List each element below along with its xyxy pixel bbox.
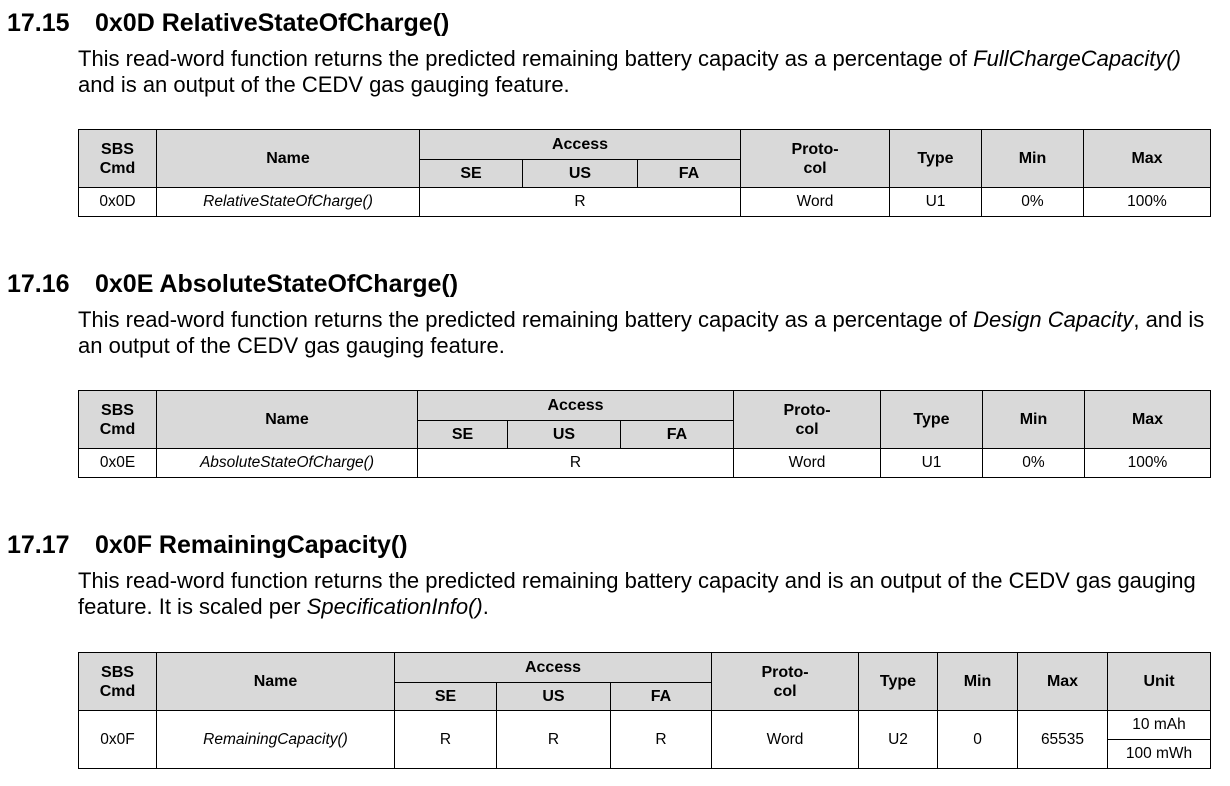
cell-access-se: R xyxy=(395,711,497,769)
cell-max: 65535 xyxy=(1018,711,1108,769)
header-protocol: Proto- col xyxy=(712,653,859,711)
cell-type: U1 xyxy=(890,188,982,217)
section-title: 0x0D RelativeStateOfCharge() xyxy=(95,9,450,37)
cell-protocol: Word xyxy=(734,449,881,478)
header-access-us: US xyxy=(508,421,621,449)
section-description: This read-word function returns the predicted remaining battery capacity as a percentage of FullChargeCapacity() and is an output of the CEDV gas gauging feature. xyxy=(78,46,1182,97)
header-min: Min xyxy=(983,391,1085,449)
function-reference: FullChargeCapacity() xyxy=(973,46,1182,71)
cell-min: 0% xyxy=(982,188,1084,217)
header-min: Min xyxy=(938,653,1018,711)
header-max: Max xyxy=(1018,653,1108,711)
header-name: Name xyxy=(157,653,395,711)
cell-protocol: Word xyxy=(741,188,890,217)
section-number: 17.17 xyxy=(7,531,70,559)
cell-name: RemainingCapacity() xyxy=(157,711,395,769)
cell-cmd: 0x0E xyxy=(79,449,157,478)
header-access: Access xyxy=(418,391,734,421)
header-type: Type xyxy=(881,391,983,449)
header-unit: Unit xyxy=(1108,653,1211,711)
register-table xyxy=(78,129,1211,217)
header-access-fa: FA xyxy=(611,683,712,711)
section-heading xyxy=(7,269,458,299)
header-sbs-cmd: SBS Cmd xyxy=(79,653,157,711)
cell-type: U2 xyxy=(859,711,938,769)
header-protocol: Proto- col xyxy=(734,391,881,449)
cell-access-fa: R xyxy=(611,711,712,769)
header-access: Access xyxy=(395,653,712,683)
header-access-se: SE xyxy=(395,683,497,711)
header-min: Min xyxy=(982,130,1084,188)
header-access-us: US xyxy=(497,683,611,711)
section-heading xyxy=(7,8,449,38)
header-max: Max xyxy=(1084,130,1211,188)
cell-type: U1 xyxy=(881,449,983,478)
cell-cmd: 0x0D xyxy=(79,188,157,217)
function-reference: SpecificationInfo() xyxy=(306,594,483,619)
header-type: Type xyxy=(890,130,982,188)
cell-access: R xyxy=(418,449,734,478)
cell-name: AbsoluteStateOfCharge() xyxy=(157,449,418,478)
cell-unit-mwh: 100 mWh xyxy=(1108,740,1211,769)
register-table xyxy=(78,390,1211,478)
header-access-fa: FA xyxy=(621,421,734,449)
cell-protocol: Word xyxy=(712,711,859,769)
header-name: Name xyxy=(157,391,418,449)
cell-max: 100% xyxy=(1085,449,1211,478)
section-heading xyxy=(7,530,408,560)
header-access-us: US xyxy=(523,160,638,188)
header-sbs-cmd: SBS Cmd xyxy=(79,391,157,449)
cell-min: 0 xyxy=(938,711,1018,769)
header-sbs-cmd: SBS Cmd xyxy=(79,130,157,188)
section-title: 0x0F RemainingCapacity() xyxy=(95,531,408,559)
header-access-se: SE xyxy=(418,421,508,449)
table-row xyxy=(79,188,1211,217)
section-number: 17.16 xyxy=(7,270,70,298)
cell-access: R xyxy=(420,188,741,217)
header-max: Max xyxy=(1085,391,1211,449)
cell-name: RelativeStateOfCharge() xyxy=(157,188,420,217)
header-access: Access xyxy=(420,130,741,160)
header-name: Name xyxy=(157,130,420,188)
section-description: This read-word function returns the predicted remaining battery capacity and is an output of the CEDV gas gauging feature. It is scaled per SpecificationInfo(). xyxy=(78,568,1196,619)
section-number: 17.15 xyxy=(7,9,70,37)
section-description: This read-word function returns the predicted remaining battery capacity as a percentage of Design Capacity, and is an output of the CEDV gas gauging feature. xyxy=(78,307,1205,358)
table-row xyxy=(79,711,1211,740)
register-table xyxy=(78,652,1211,769)
cell-unit-mah: 10 mAh xyxy=(1108,711,1211,740)
header-protocol: Proto- col xyxy=(741,130,890,188)
cell-access-us: R xyxy=(497,711,611,769)
table-row xyxy=(79,449,1211,478)
cell-max: 100% xyxy=(1084,188,1211,217)
cell-min: 0% xyxy=(983,449,1085,478)
header-type: Type xyxy=(859,653,938,711)
header-access-se: SE xyxy=(420,160,523,188)
section-title: 0x0E AbsoluteStateOfCharge() xyxy=(95,270,459,298)
cell-cmd: 0x0F xyxy=(79,711,157,769)
function-reference: Design Capacity xyxy=(973,307,1134,332)
header-access-fa: FA xyxy=(638,160,741,188)
